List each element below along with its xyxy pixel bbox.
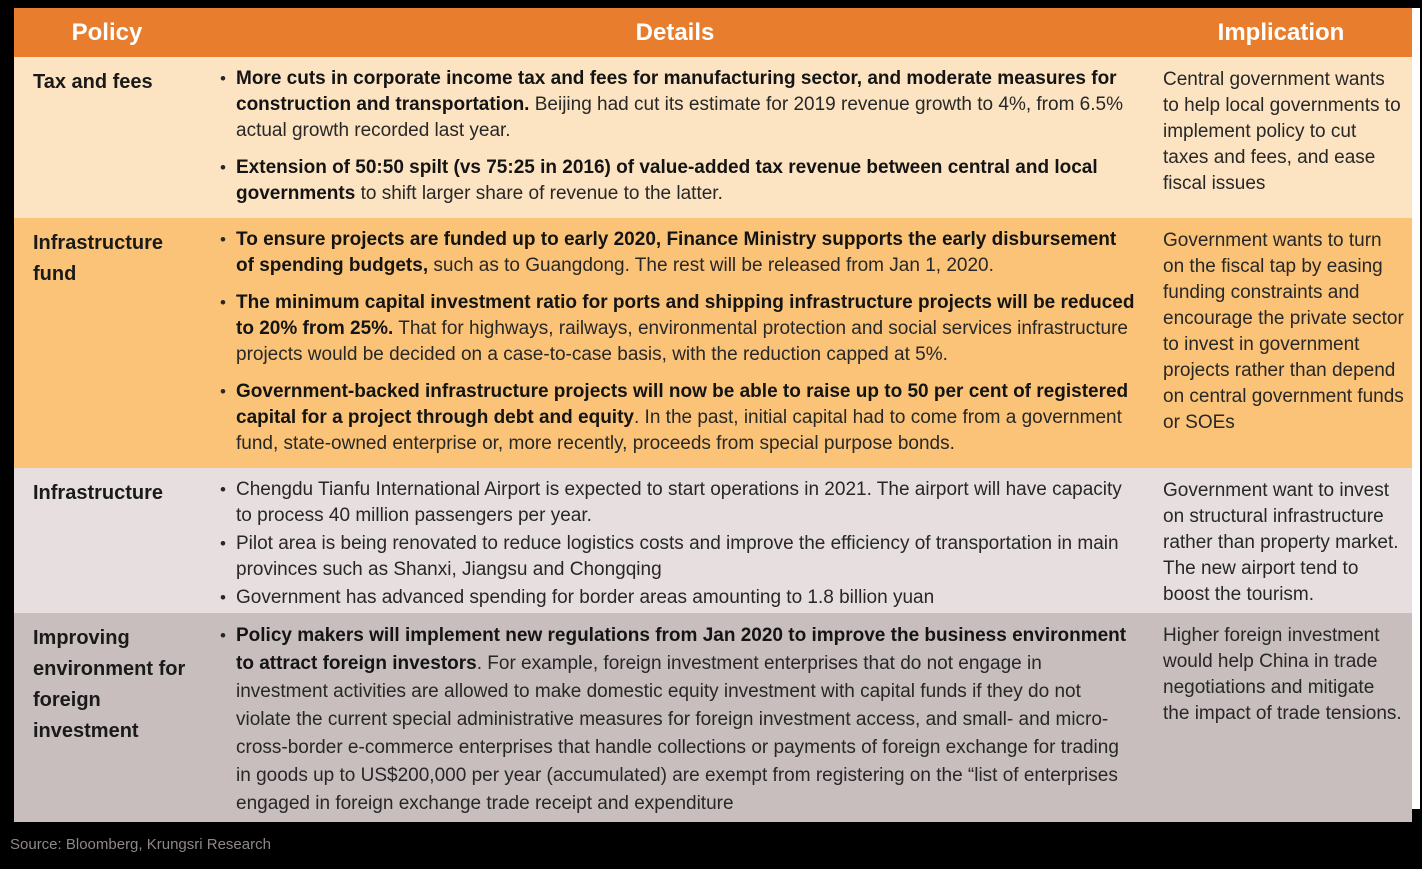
bullet-text-regular: such as to Guangdong. The rest will be released from Jan 1, 2020. bbox=[428, 255, 994, 276]
header-cell-implication: Implication bbox=[1217, 18, 1345, 46]
bullet-text-regular: Beijing had cut its estimate for 2019 revenue growth to 4%, from 6.5% actual growth recorded last year. bbox=[236, 94, 1123, 141]
bullet-text bbox=[236, 66, 1136, 144]
bullet-text-bold: The minimum capital investment ratio for ports and shipping infrastructure projects will be reduced to 20% from 25%. bbox=[236, 292, 1135, 339]
details-cell bbox=[200, 468, 1150, 613]
bullet-text-bold: More cuts in corporate income tax and fees for manufacturing sector, and moderate measures for construction and transportation. bbox=[236, 68, 1117, 115]
source-note: Source: Bloomberg, Krungsri Research bbox=[10, 836, 271, 853]
bullet-item bbox=[210, 290, 1136, 368]
bullet-icon: • bbox=[220, 158, 226, 177]
header-cell-details: Details bbox=[635, 18, 715, 46]
bullet-text bbox=[236, 585, 1136, 611]
bullet-text bbox=[236, 531, 1136, 583]
bullet-text-bold: To ensure projects are funded up to early 2020, Finance Ministry supports the early disbursement of spending budgets, bbox=[236, 229, 1117, 276]
bullet-icon: • bbox=[220, 534, 226, 553]
bullet-item bbox=[210, 155, 1136, 207]
bullet-text bbox=[236, 155, 1136, 207]
table-row bbox=[14, 57, 1412, 218]
bullet-text bbox=[236, 227, 1136, 279]
implication-cell: Government wants to turn on the fiscal tap by easing funding constraints and encourage the private sector to invest in government projects rather than depend on central government funds or SOEs bbox=[1163, 230, 1404, 433]
implication-cell: Higher foreign investment would help China in trade negotiations and mitigate the impact of trade tensions. bbox=[1163, 625, 1402, 724]
bullet-text-bold: Policy makers will implement new regulations from Jan 2020 to improve the business environment to attract foreign investors bbox=[236, 625, 1127, 674]
details-cell bbox=[200, 613, 1150, 822]
slide-edge-strip bbox=[1412, 8, 1420, 809]
table-row bbox=[14, 218, 1412, 468]
bullet-icon: • bbox=[220, 588, 226, 607]
bullet-icon: • bbox=[220, 69, 226, 88]
bullet-text bbox=[236, 379, 1136, 457]
bullet-text bbox=[236, 290, 1136, 368]
bullet-icon: • bbox=[220, 626, 226, 645]
bullet-item bbox=[210, 66, 1136, 144]
bullet-item bbox=[210, 531, 1136, 583]
bullet-icon: • bbox=[220, 382, 226, 401]
implication-cell: Central government wants to help local governments to implement policy to cut taxes and fees, and ease fiscal issues bbox=[1163, 69, 1401, 194]
policy-cell: Tax and fees bbox=[33, 71, 153, 93]
bullet-text bbox=[236, 622, 1136, 818]
policy-cell: Improving environment for foreign investment bbox=[33, 627, 186, 742]
bullet-text-regular: . For example, foreign investment enterprises that do not engage in investment activities are allowed to make domestic equity investment with capital funds if they do not violate the current special administrative measures for foreign investment access, and small- and micro- cross-border e-commerce enterprises that handle collections or payments of foreign exchange for trading in goods up to US$200,000 per year (accumulated) are exempt from registering on the “list of enterprises engaged in foreign exchange trade receipt and expenditure bbox=[236, 653, 1119, 814]
bullet-icon: • bbox=[220, 230, 226, 249]
bullet-text-bold: Extension of 50:50 spilt (vs 75:25 in 2016) of value-added tax revenue between central and local governments bbox=[236, 157, 1098, 204]
table-row bbox=[14, 468, 1412, 613]
bullet-text-bold: Government-backed infrastructure projects will now be able to raise up to 50 per cent of registered capital for a project through debt and equity bbox=[236, 381, 1129, 428]
bullet-text-regular: That for highways, railways, environmental protection and social services infrastructure projects would be decided on a case-to-case basis, with the reduction capped at 5%. bbox=[236, 318, 1128, 365]
implication-cell: Government want to invest on structural infrastructure rather than property market. The new airport tend to boost the tourism. bbox=[1163, 480, 1399, 605]
bullet-text-regular: to shift larger share of revenue to the latter. bbox=[355, 183, 723, 204]
bullet-text bbox=[236, 477, 1136, 529]
bullet-item bbox=[210, 227, 1136, 279]
policy-cell: Infrastructure bbox=[33, 482, 164, 504]
header-cell-policy: Policy bbox=[71, 18, 143, 46]
bullet-icon: • bbox=[220, 293, 226, 312]
policy-cell: Infrastructure fund bbox=[33, 232, 164, 285]
bullet-item bbox=[210, 585, 1136, 611]
details-cell bbox=[200, 218, 1150, 468]
bullet-icon: • bbox=[220, 480, 226, 499]
bullet-item bbox=[210, 379, 1136, 457]
table-row bbox=[14, 613, 1412, 822]
bullet-item bbox=[210, 622, 1136, 818]
policy-table bbox=[14, 8, 1412, 822]
bullet-text-regular: Government has advanced spending for border areas amounting to 1.8 billion yuan bbox=[236, 587, 935, 608]
bullet-text-regular: Pilot area is being renovated to reduce logistics costs and improve the efficiency of transportation in main provinces such as Shanxi, Jiangsu and Chongqing bbox=[236, 533, 1119, 580]
table-header-row bbox=[14, 8, 1412, 57]
bullet-item bbox=[210, 477, 1136, 529]
bullet-text-regular: Chengdu Tianfu International Airport is expected to start operations in 2021. The airport will have capacity to process 40 million passengers per year. bbox=[236, 479, 1122, 526]
bullet-text-regular: . In the past, initial capital had to come from a government fund, state-owned enterprise or, more recently, proceeds from special purpose bonds. bbox=[236, 407, 1122, 454]
details-cell bbox=[200, 57, 1150, 218]
